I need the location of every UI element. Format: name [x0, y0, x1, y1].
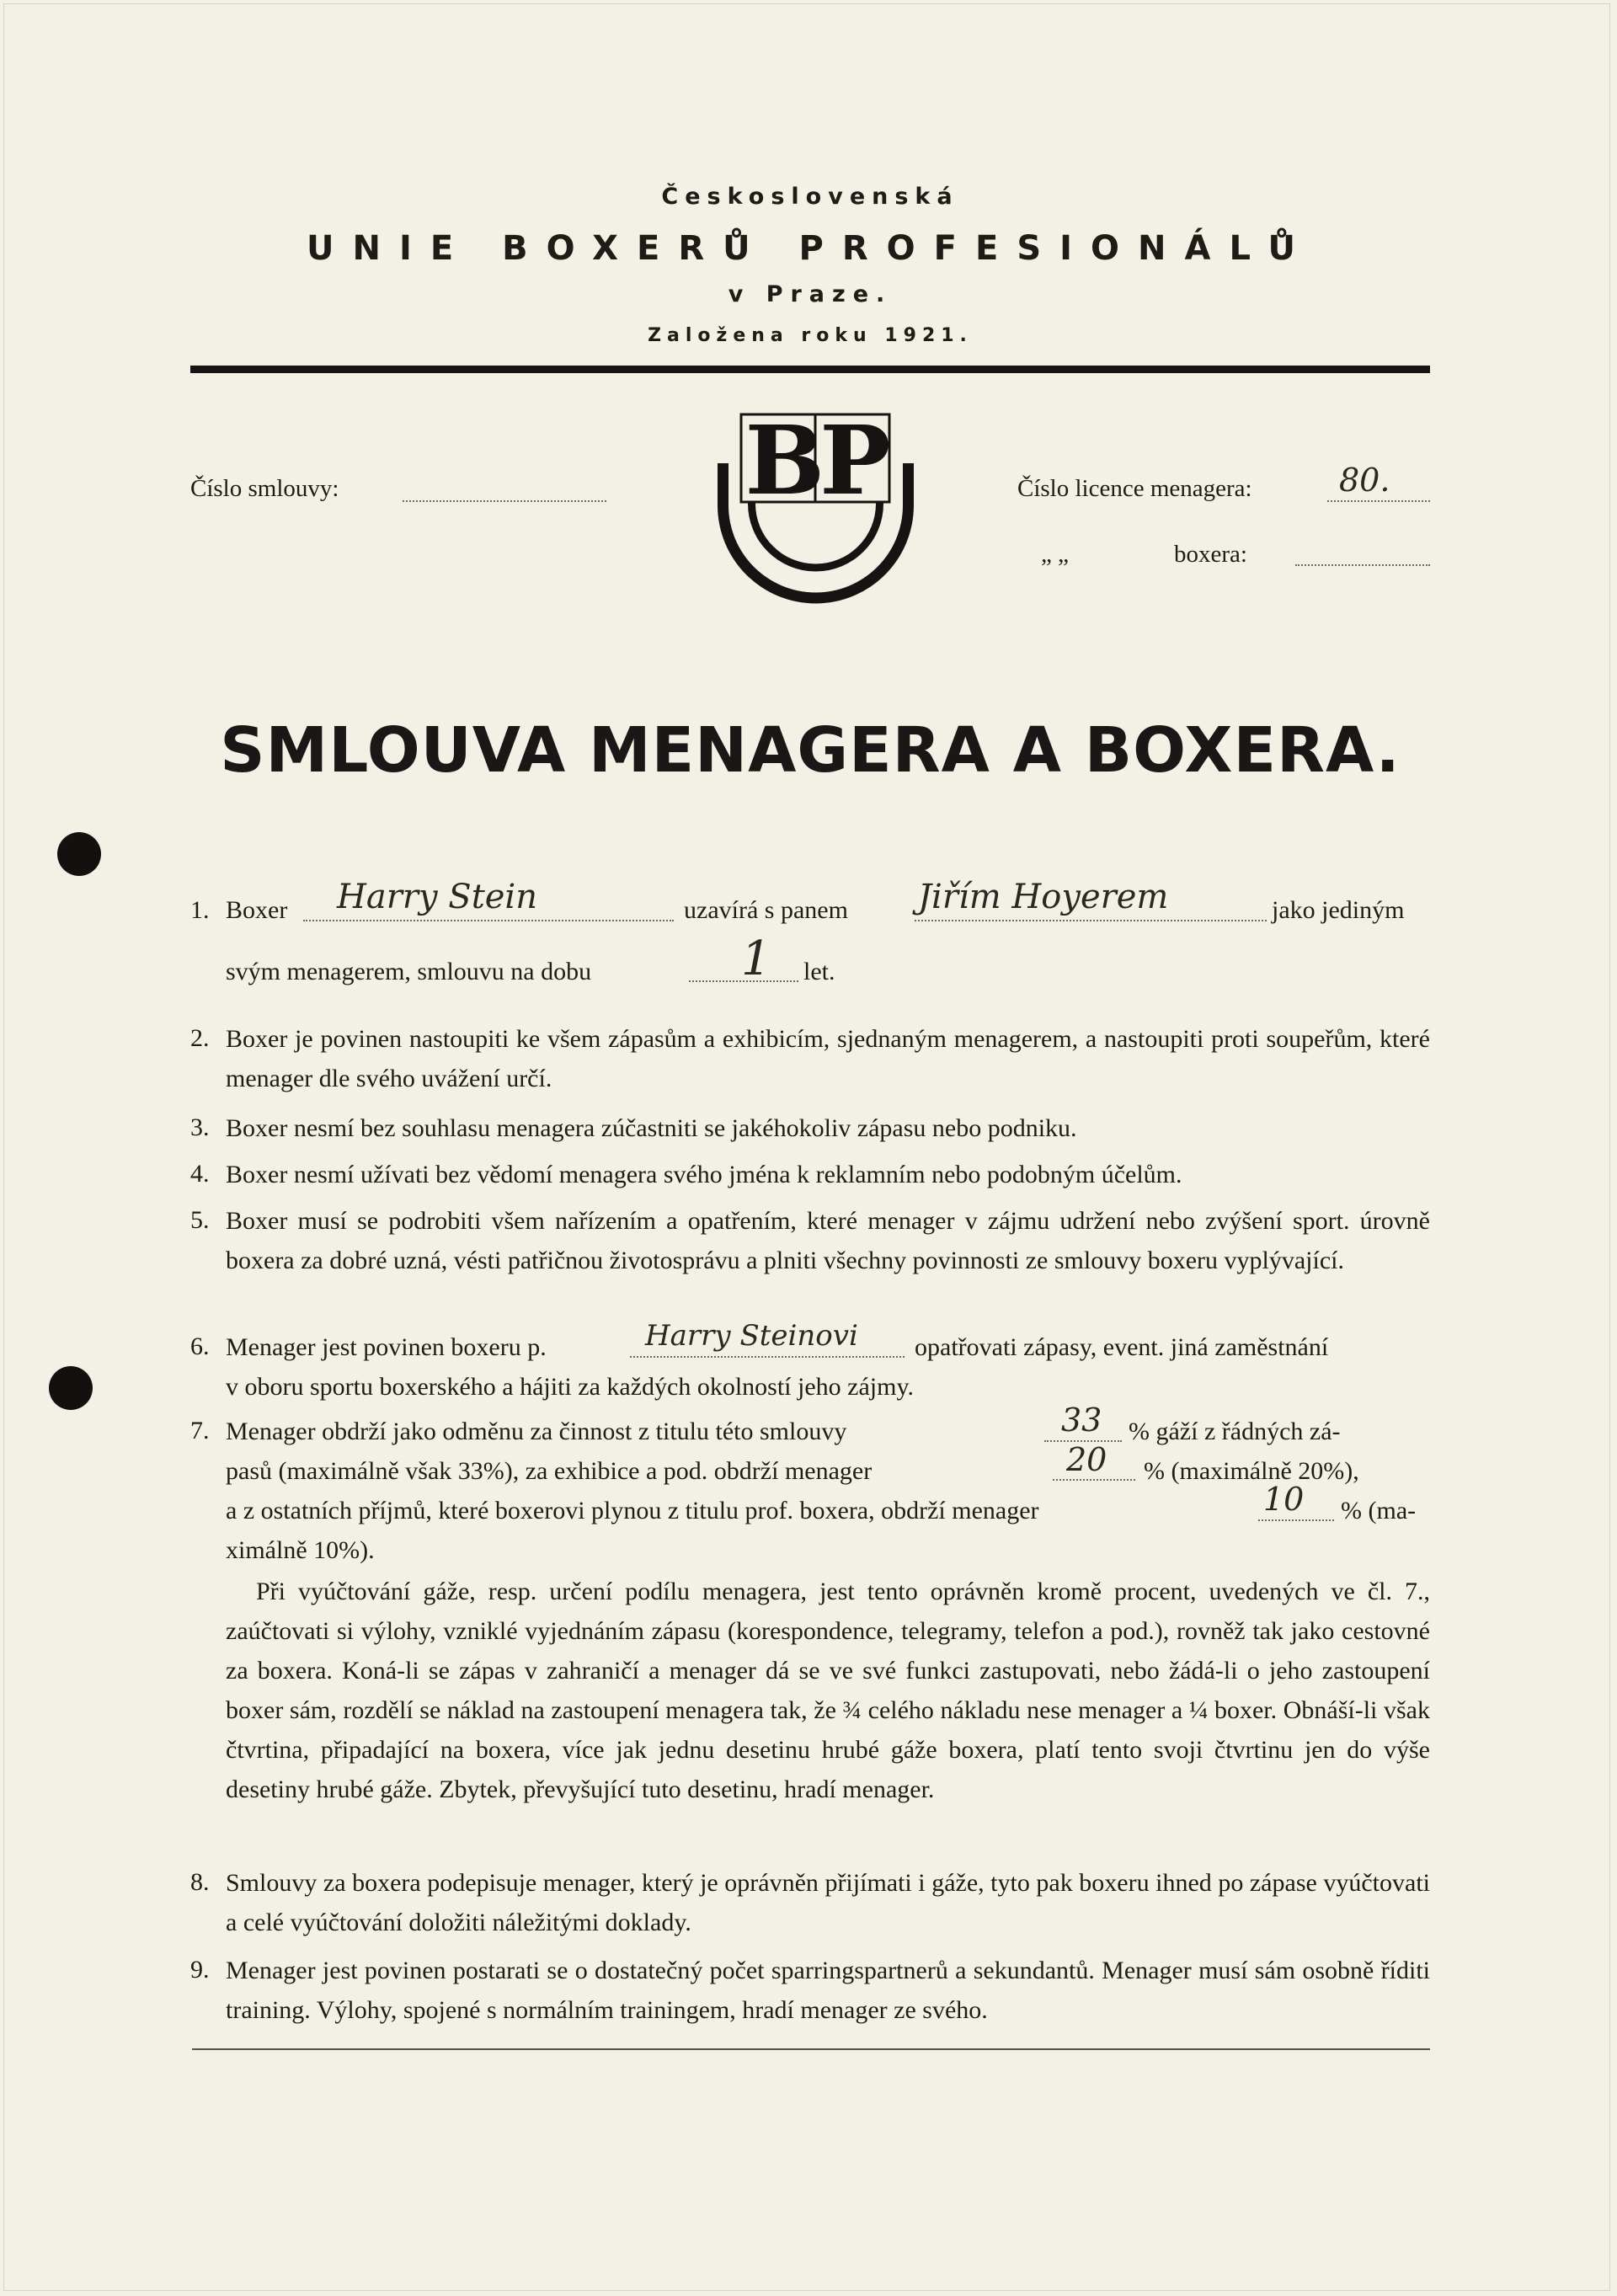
clause-1-manager-field — [915, 920, 1267, 921]
clause-6-number: 6. — [190, 1332, 210, 1360]
clause-2-number: 2. — [190, 1024, 210, 1052]
clause-6-boxer-field — [630, 1356, 905, 1358]
punch-hole-lower — [49, 1366, 93, 1410]
clause-8-number: 8. — [190, 1868, 210, 1896]
clause-7-line-3a: a z ostatních příjmů, které boxerovi plynou z titulu prof. boxera, obdrží menager — [226, 1497, 1039, 1524]
clause-5-text: Boxer musí se podrobiti všem nařízením a opatřením, které menager v zájmu udržení nebo zvýšení sport. úrovně boxera za dobré uzná, vésti patřičnou životosprávu a plniti všechny povinnosti ze smlouvy boxeru vyplývající. — [226, 1207, 1430, 1274]
clause-7-line-2b: % (maximálně 20%), — [1144, 1457, 1359, 1485]
manager-license-label: Číslo licence menagera: — [1017, 475, 1252, 502]
clause-1-boxer-field — [303, 920, 674, 921]
clause-8-text: Smlouvy za boxera podepisuje menager, který je oprávněn přijímati i gáže, tyto pak boxeru ihned po zápase vyúčtovati a celé vyúčtování doložiti náležitými doklady. — [226, 1869, 1430, 1936]
clause-6-line-2: v oboru sportu boxerského a hájiti za každých okolností jeho zájmy. — [226, 1373, 915, 1401]
clause-9-text: Menager jest povinen postarati se o dostatečný počet sparringspartnerů a sekundantů. Menager musí sám osobně říditi training. Výlohy, spojené s normálním trainingem, hradí menager ze svého. — [226, 1957, 1430, 2024]
clause-7-line-1b: % gáží z řádných zá- — [1129, 1418, 1341, 1445]
clause-7-exhibitions-field — [1053, 1479, 1135, 1481]
settlement-paragraph: Při vyúčtování gáže, resp. určení podílu menagera, jest tento oprávněn kromě procent, uvedených ve čl. 7., zaúčtovati si výlohy, vzniklé vyjednáním zápasu (korespondence, telegramy, telefon a pod.), rovněž tak jako cestovné za boxera. Koná-li se zápas v zahraničí a menager dá se ve své funkci zastupovati, nebo žádá-li o jeho zastoupení boxer sám, rozdělí se náklad na zastoupení menagera tak, že ¾ celého nákladu nese menager a ¼ boxer. Obnáší-li však čtvrtina, připadající na boxera, více jak jednu desetinu hrubé gáže boxera, platí tento svoji čtvrtinu jen do výše desetiny hrubé gáže. Zbytek, převyšující tuto desetinu, hradí menager. — [226, 1578, 1430, 1803]
header-city: v Praze. — [728, 281, 893, 307]
boxer-license-label: boxera: — [1174, 541, 1247, 568]
clause-1-boxer-name: Harry Stein — [337, 878, 537, 916]
clause-1-years-unit: let. — [803, 958, 835, 985]
clause-4-text: Boxer nesmí užívati bez vědomí menagera svého jména k reklamním nebo podobným účelům. — [226, 1161, 1182, 1188]
bottom-rule — [192, 2048, 1430, 2050]
clause-3-number: 3. — [190, 1113, 210, 1141]
organization-name: UNIE BOXERŮ PROFESIONÁLŮ — [307, 229, 1314, 268]
clause-1-as-label: jako jediným — [1272, 896, 1405, 924]
clause-1-years: 1 — [741, 932, 771, 986]
clause-7-number: 7. — [190, 1417, 210, 1444]
clause-1-manager-name: Jiřím Hoyerem — [918, 878, 1169, 916]
boxer-license-field — [1295, 564, 1430, 566]
header-rule — [190, 366, 1430, 373]
clause-7-line-4: ximálně 10%). — [226, 1536, 375, 1564]
clause-7-pct-other: 10 — [1263, 1481, 1305, 1518]
clause-2-text: Boxer je povinen nastoupiti ke všem zápasům a exhibicím, sjednaným menagerem, a nastoupiti proti soupeřům, které menager dle svého uvážení určí. — [226, 1025, 1430, 1092]
clause-9-number: 9. — [190, 1956, 210, 1984]
clause-5-number: 5. — [190, 1206, 210, 1234]
manager-license-value: 80. — [1339, 462, 1390, 499]
clause-6-boxer-name: Harry Steinovi — [645, 1319, 858, 1353]
clause-1-with-label: uzavírá s panem — [684, 896, 848, 924]
punch-hole-upper — [57, 832, 101, 876]
clause-3-text: Boxer nesmí bez souhlasu menagera zúčastniti se jakéhokoliv zápasu nebo podniku. — [226, 1114, 1077, 1142]
document-title: SMLOUVA MENAGERA A BOXERA. — [220, 714, 1401, 787]
clause-1-duration-text: svým menagerem, smlouvu na dobu — [226, 958, 592, 985]
ubp-logo — [712, 413, 919, 606]
clause-6-text-start: Menager jest povinen boxeru p. — [226, 1333, 547, 1361]
clause-1-number: 1. — [190, 896, 210, 924]
clause-1-boxer-label: Boxer — [226, 896, 288, 924]
header-founded: Založena roku 1921. — [648, 325, 973, 346]
clause-7-line-2a: pasů (maximálně však 33%), za exhibice a pod. obdrží menager — [226, 1457, 873, 1485]
clause-7-pct-exhibitions: 20 — [1066, 1441, 1107, 1478]
clause-7-pct-matches: 33 — [1061, 1402, 1102, 1439]
contract-number-label: Číslo smlouvy: — [190, 475, 339, 502]
boxer-license-prefix: „ „ — [1041, 541, 1069, 568]
manager-license-field — [1327, 500, 1430, 502]
clause-7-line-3b: % (ma- — [1341, 1497, 1417, 1524]
clause-7-line-1a: Menager obdrží jako odměnu za činnost z titulu této smlouvy — [226, 1418, 847, 1445]
contract-number-field — [403, 500, 606, 502]
clause-4-number: 4. — [190, 1160, 210, 1188]
clause-6-text-end: opatřovati zápasy, event. jiná zaměstnání — [915, 1333, 1329, 1361]
logo-monogram: BP — [744, 413, 886, 516]
header-subtitle: Československá — [661, 184, 959, 210]
clause-7-other-field — [1258, 1519, 1334, 1521]
